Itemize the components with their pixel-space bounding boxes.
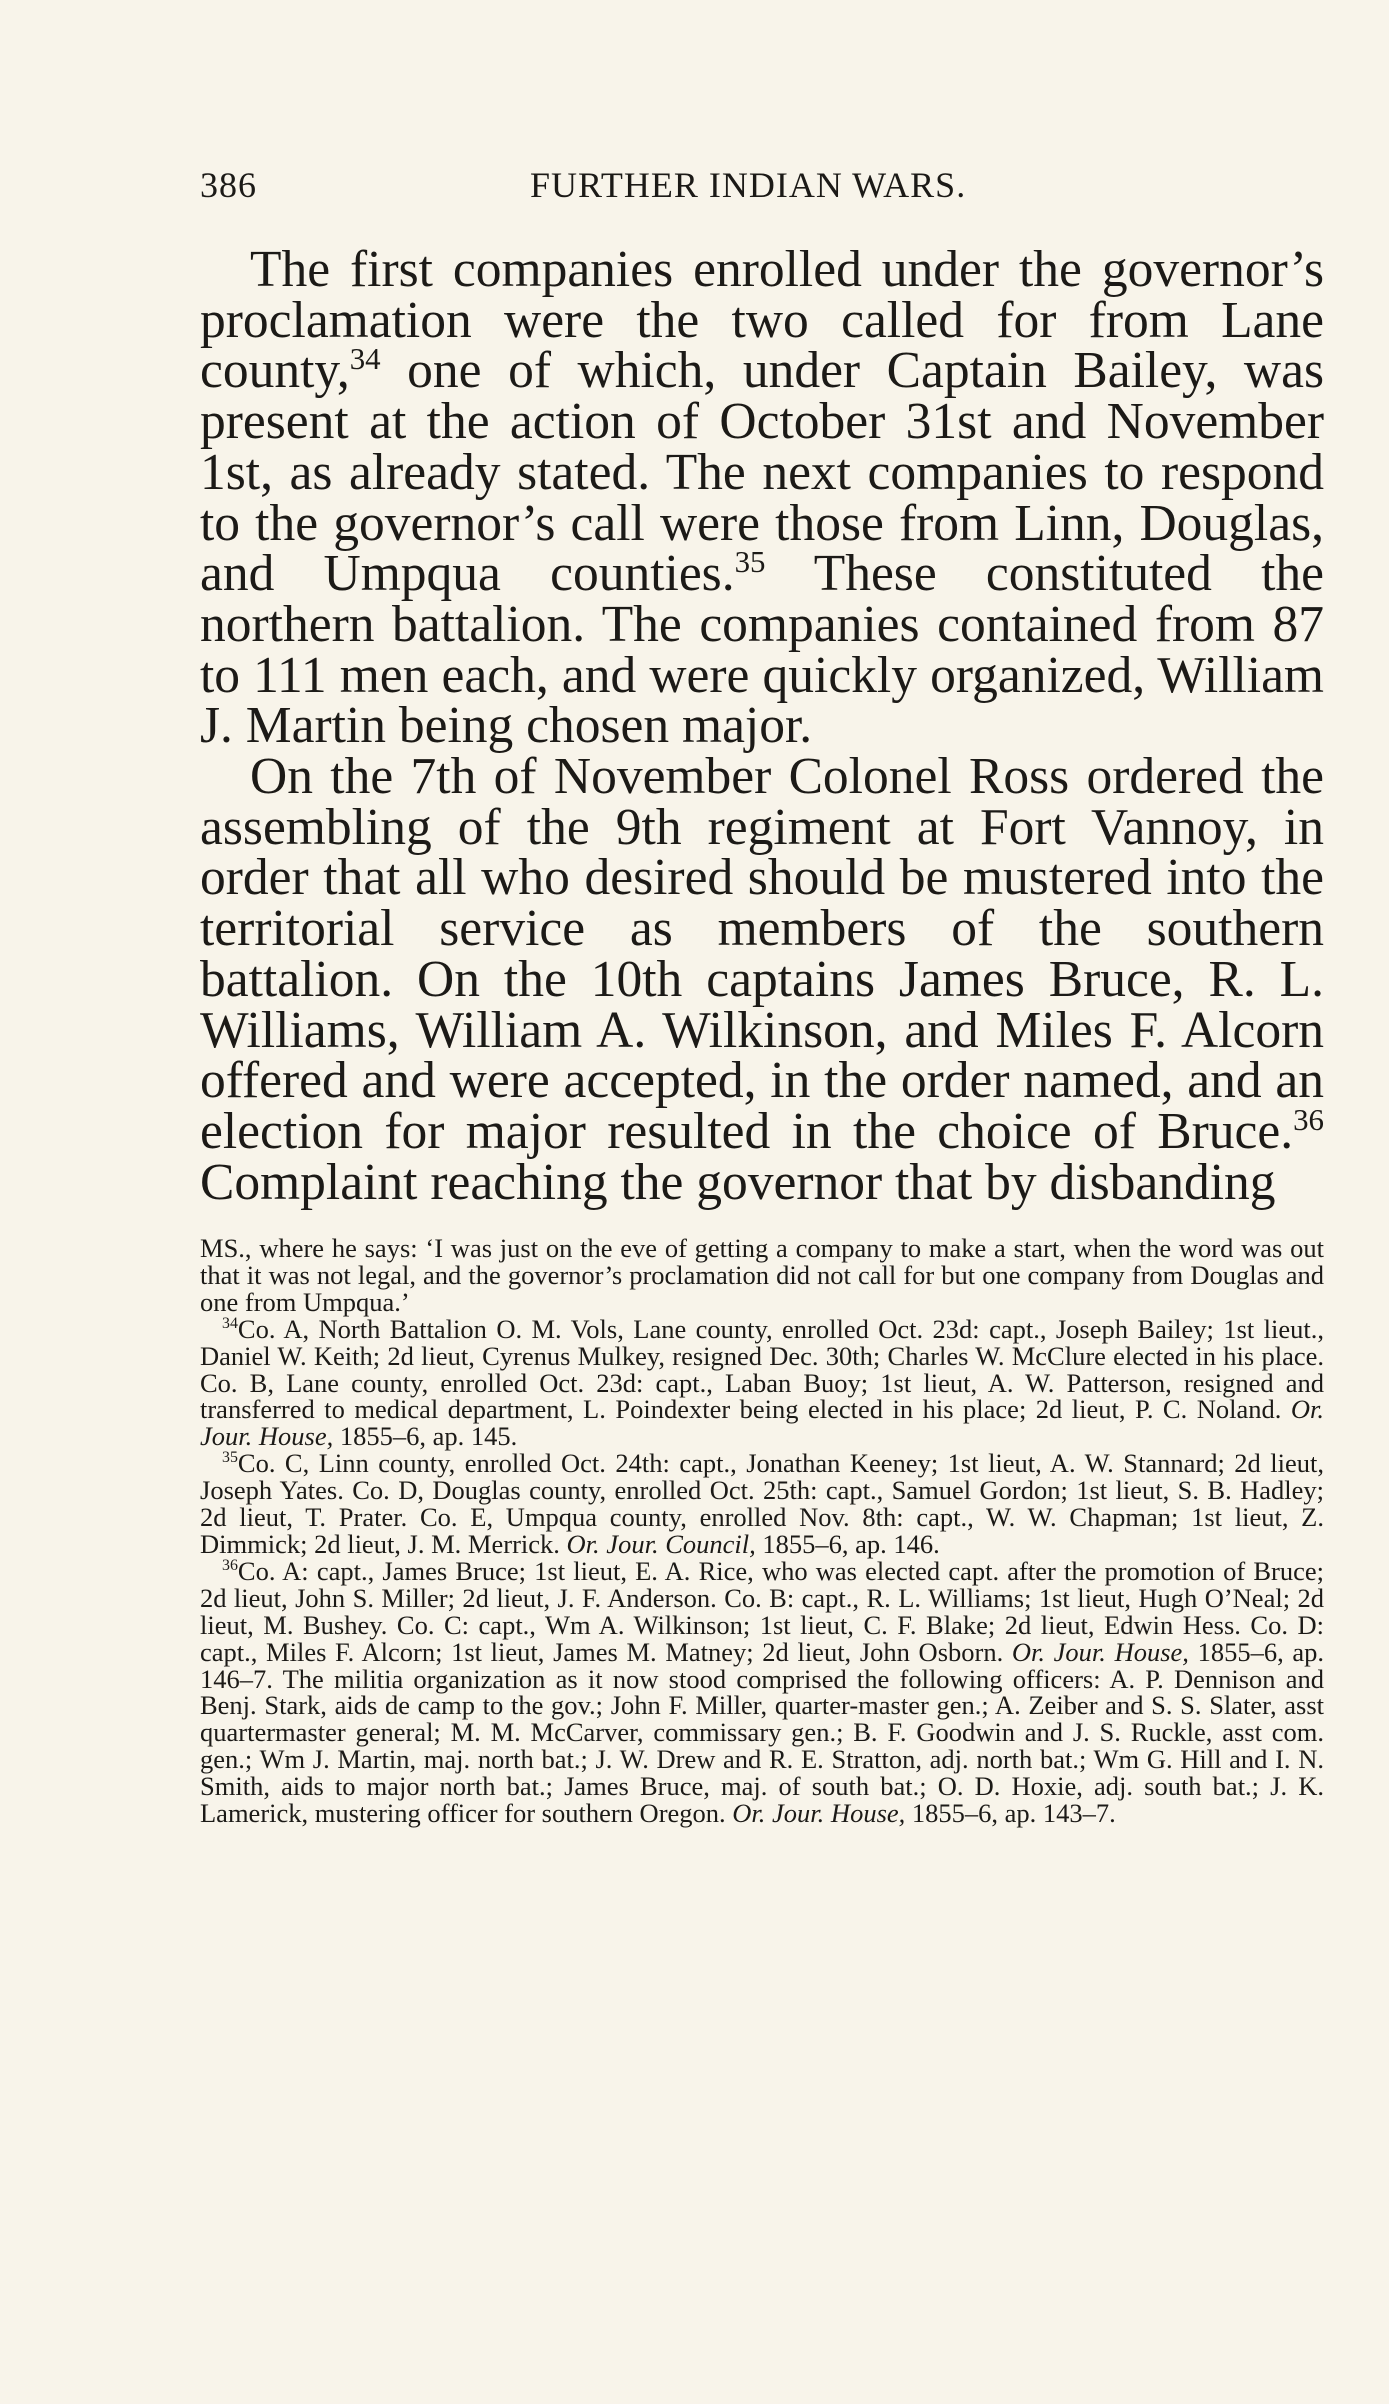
text-run: 1855–6, ap. 143–7.: [905, 1798, 1116, 1829]
footnote-marker: 36: [222, 1557, 238, 1575]
text-run: Co. A: capt., James Bruce; 1st lieut, E. A. Rice, who was elected capt. after the promotion of Bruce; 2d lieut, John S. Miller; 2d lieut, J. F. Anderson. Co. B: capt., R. L. Williams; 1st lieut, Hugh O’Neal; 2d lieut, M. Bushey. Co. C: capt., Wm A. Wilkinson; 1st lieut, C. F. Blake; 2d lieut, Edwin Hess. Co. D: capt., Miles F. Alcorn; 1st lieut, James M. Matney; 2d lieut, John Osborn.: [200, 1555, 1324, 1667]
page-header: [200, 164, 1000, 224]
body-paragraph: [200, 748, 1324, 1211]
footnote-marker: 34: [349, 341, 381, 377]
text-run: On the 7th of November Colonel Ross ordered the assembling of the 9th regiment at Fort Vannoy, in order that all who desired should be mustered into the territorial service as members of the southern battalion. On the 10th captains James Bruce, R. L. Williams, William A. Wilkinson, and Miles F. Alcorn offered and were accepted, in the order named, and an election for major resulted in the choice of Bruce.: [200, 748, 1324, 1160]
footnote-marker: 34: [222, 1314, 238, 1332]
text-run: 1855–6, ap. 146.: [755, 1528, 940, 1559]
footnote-marker: 36: [1293, 1101, 1324, 1137]
citation-title: Or. Jour. House,: [200, 1394, 1324, 1452]
citation-title: Or. Jour. Council,: [566, 1528, 756, 1559]
text-run: Complaint reaching the governor that by disbanding: [200, 1153, 1276, 1211]
text-run: MS., where he says: ‘I was just on the eve of getting a company to make a start, when the word was out that it was not legal, and the governor’s proclamation did not call for but one company from Douglas and one from Umpqua.’: [200, 1233, 1324, 1317]
footnote: [200, 1555, 1324, 1829]
body-paragraph: [200, 241, 1324, 755]
page-number: 386: [200, 165, 257, 205]
text-run: Co. C, Linn county, enrolled Oct. 24th: capt., Jonathan Keeney; 1st lieut, A. W. Stannard; 2d lieut, Joseph Yates. Co. D, Douglas county, enrolled Oct. 25th: capt., Samuel Gordon; 1st lieut, S. B. Hadley; 2d lieut, T. Prater. Co. E, Umpqua county, enrolled Nov. 8th: capt., W. W. Chapman; 1st lieut, Z. Dimmick; 2d lieut, J. M. Merrick.: [200, 1448, 1324, 1559]
footnotes: [200, 1235, 1324, 1827]
citation-title: Or. Jour. House,: [1011, 1636, 1189, 1667]
text-run: 1855–6, ap. 146–7. The militia organization as it now stood comprised the following officers: A. P. Dennison and Benj. Stark, aids de camp to the gov.; John F. Miller, quarter-master gen.; A. Zeiber and S. S. Slater, asst quartermaster general; M. M. McCarver, commissary gen.; B. F. Goodwin and J. S. Ruckle, asst com. gen.; Wm J. Martin, maj. north bat.; J. W. Drew and R. E. Stratton, adj. north bat.; Wm G. Hill and I. N. Smith, aids to major north bat.; James Bruce, maj. of south bat.; O. D. Hoxie, adj. south bat.; J. K. Lamerick, mustering officer for southern Oregon.: [200, 1636, 1324, 1829]
text-run: The first companies enrolled under the governor’s proclamation were the two called for from Lane county,: [200, 241, 1324, 400]
footnote: [200, 1313, 1324, 1452]
footnote: [200, 1235, 1324, 1316]
text-run: These constituted the northern battalion. The companies contained from 87 to 111 men each, and were quickly organized, William J. Martin being chosen major.: [200, 545, 1324, 755]
text-run: Co. A, North Battalion O. M. Vols, Lane county, enrolled Oct. 23d: capt., Joseph Bailey; 1st lieut., Daniel W. Keith; 2d lieut, Cyrenus Mulkey, resigned Dec. 30th; Charles W. McClure elected in his place. Co. B, Lane county, enrolled Oct. 23d: capt., Laban Buoy; 1st lieut, A. W. Patterson, resigned and transferred to medical department, L. Poindexter being elected in his place; 2d lieut, P. C. Noland.: [200, 1313, 1324, 1425]
footnote: [200, 1450, 1324, 1558]
footnote-marker: 35: [222, 1449, 238, 1467]
footnote-marker: 35: [734, 544, 766, 580]
text-run: 1855–6, ap. 145.: [333, 1421, 518, 1452]
main-text: [200, 241, 1324, 1211]
running-title: FURTHER INDIAN WARS.: [530, 165, 967, 205]
text-run: one of which, under Captain Bailey, was present at the action of October 31st and November 1st, as already stated. The next companies to respond to the governor’s call were those from Linn, Douglas, and Umpqua counties.: [200, 342, 1324, 603]
citation-title: Or. Jour. House,: [732, 1798, 906, 1829]
